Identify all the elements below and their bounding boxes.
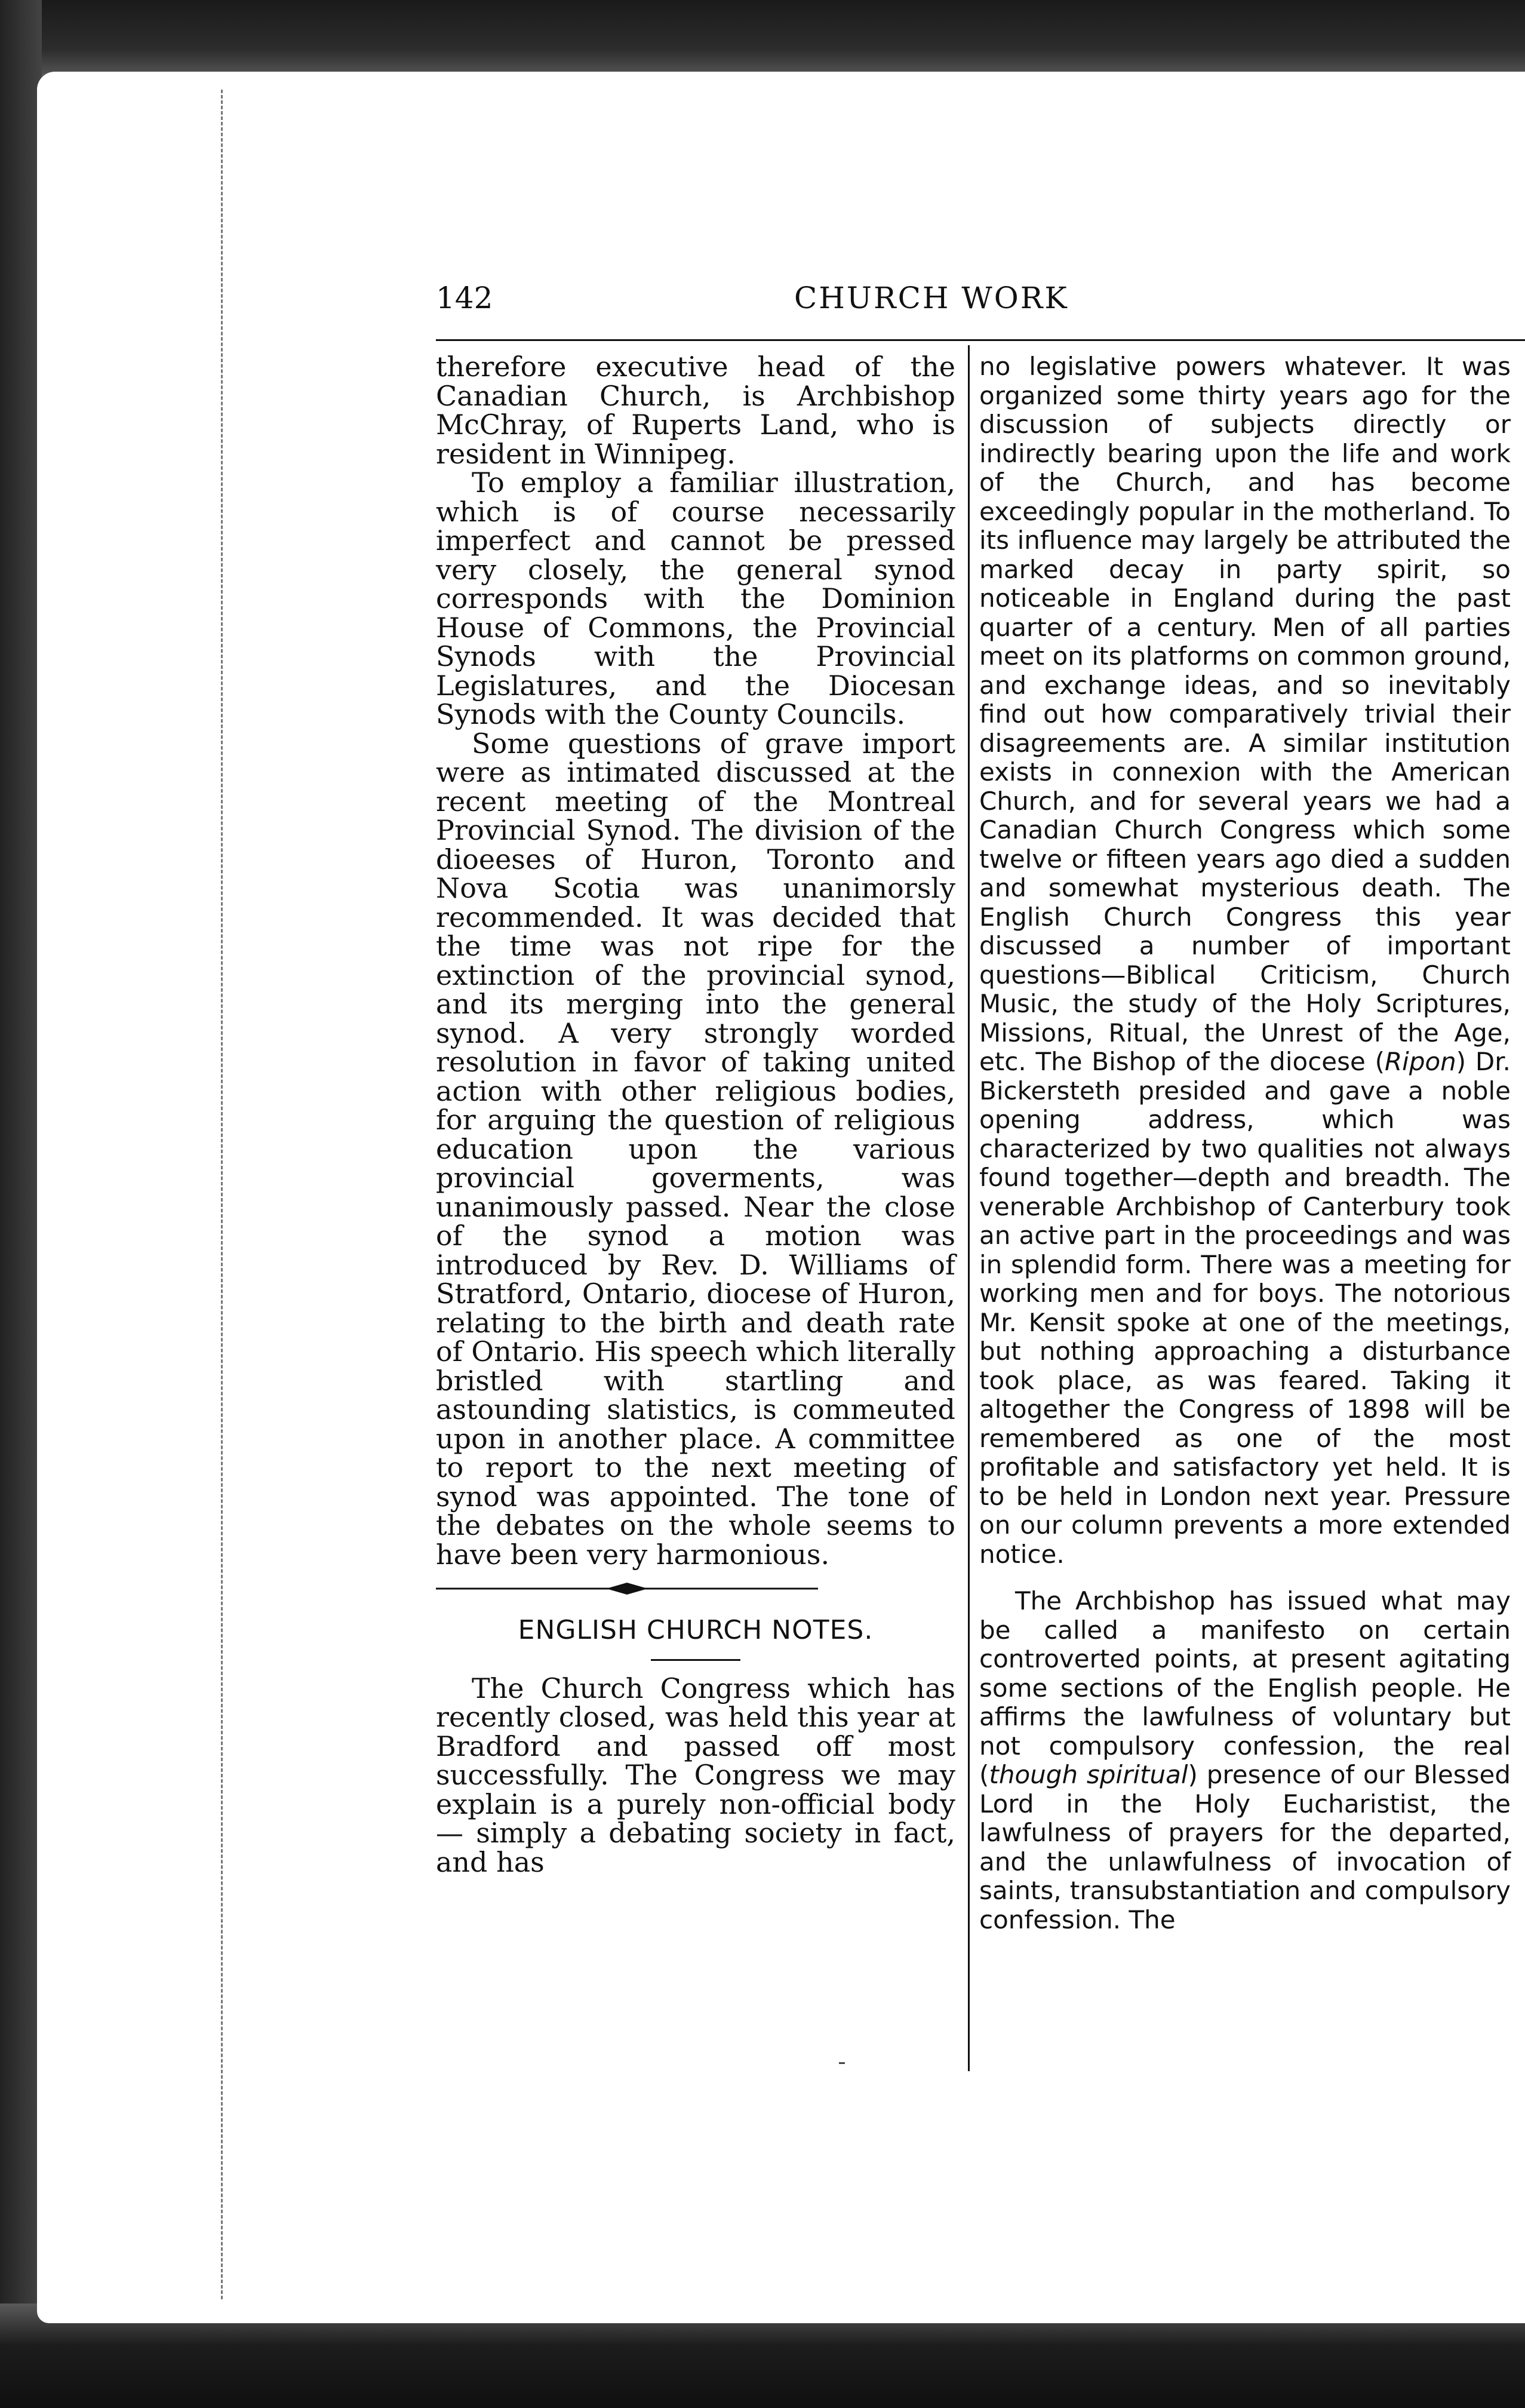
column-divider bbox=[968, 345, 970, 2071]
right-paragraph-congress-text: no legislative powers whatever. It was organized some thirty years ago for the discussion of subjects directly or indirectly bearing upon the life and work of the Church, and has become exceedingly popular in the motherland. To its influence may largely be attributed the marked decay in party spirit, so noticeable in England during the past quarter of a century. Men of all parties meet on its platforms on common ground, and exchange ideas, and so inevitably find out how comparatively trivial their disagreements are. A similar institution exists in connexion with the American Church, and for several years we had a Canadian Church Congress which some twelve or fifteen years ago died a sudden and somewhat mysterious death. The English Church Congress this year discussed a number of important questions—Biblical Criticism, Church Music, the study of the Holy Scriptures, Missions, Ritual, the Unrest of the Age, etc. The Bishop of the diocese ( bbox=[979, 352, 1511, 1076]
left-paragraph-illustration: To employ a familiar illustration, which is of course necessarily imperfect and cannot be pressed very closely, the general synod corresponds with the Dominion House of Commons, the Provincial Synods with the Provincial Legislatures, and the Diocesan Synods with the County Councils. bbox=[436, 466, 955, 730]
page-number: 142 bbox=[436, 281, 493, 315]
right-column bbox=[979, 352, 1511, 1934]
binding-margin-line bbox=[221, 90, 223, 2299]
though-spiritual-italic: though spiritual bbox=[989, 1760, 1188, 1789]
scan-border-left bbox=[0, 0, 42, 2408]
ripon-italic: Ripon bbox=[1384, 1047, 1456, 1076]
right-paragraph-congress bbox=[979, 352, 1511, 1569]
right-paragraph-archbishop-text-rest: ) presence of our Blessed Lord in the Holy Eucharistist, the lawfulness of prayers for the departed, and the unlawfulness of invocation of saints, transubstantiation and compulsory confession. The bbox=[979, 1760, 1511, 1934]
left-paragraph-continued: therefore executive head of the Canadian Church, is Archbishop McChray, of Ruperts Land, who is resident in Winnipeg. bbox=[436, 351, 955, 470]
left-paragraph-synod: Some questions of grave import were as intimated discussed at the recent meeting of the Montreal Provincial Synod. The division of the dioeeses of Huron, Toronto and Nova Scotia was unanimorsly recommended. It was decided that the time was not ripe for the extinction of the provincial synod, and its merging into the general synod. A very strongly worded resolution in favor of taking united action with other religious bodies, for arguing the question of religious education upon the various provincial goverments, was unanimously passed. Near the close of the synod a motion was introduced by Rev. D. Williams of Stratford, Ontario, diocese of Huron, relating to the birth and death rate of Ontario. His speech which literally bristled with startling and astounding slatistics, is commeuted upon in another place. A committee to report to the next meeting of synod was appointed. The tone of the debates on the whole seems to have been very harmonious. bbox=[436, 727, 955, 1571]
right-paragraph-archbishop bbox=[979, 1587, 1511, 1934]
right-paragraph-archbishop-text: The Archbishop has issued what may be called a manifesto on certain controverted points, at present agitating some sections of the English people. He affirms the lawfulness of voluntary but not compulsory confession, the real ( bbox=[979, 1586, 1511, 1789]
right-paragraph-congress-text-rest: ) Dr. Bickersteth presided and gave a noble opening address, which was characterized by two qualities not always found together—depth and breadth. The venerable Archbishop of Canterbury took an active part in the proceedings and was in splendid form. There was a meeting for working men and for boys. The notorious Mr. Kensit spoke at one of the meetings, but nothing approaching a disturbance took place, as was feared. Taking it altogether the Congress of 1898 will be remembered as one of the most profitable and satisfactory yet held. It is to be held in London next year. Pressure on our column prevents a more extended notice. bbox=[979, 1047, 1511, 1569]
ornament-divider bbox=[436, 1581, 818, 1596]
page-header bbox=[436, 281, 1487, 328]
header-rule bbox=[436, 339, 1525, 341]
left-paragraph-congress: The Church Congress which has recently closed, was held this year at Bradford and passed off most successfully. The Congress we may explain is a purely non-official body — simply a debating society in fact, and has bbox=[436, 1672, 955, 1878]
section-title-rule bbox=[651, 1659, 740, 1661]
section-title: ENGLISH CHURCH NOTES. bbox=[518, 1614, 874, 1645]
ink-mark bbox=[839, 2062, 845, 2064]
running-title: CHURCH WORK bbox=[794, 281, 1069, 315]
left-column bbox=[436, 352, 955, 1876]
